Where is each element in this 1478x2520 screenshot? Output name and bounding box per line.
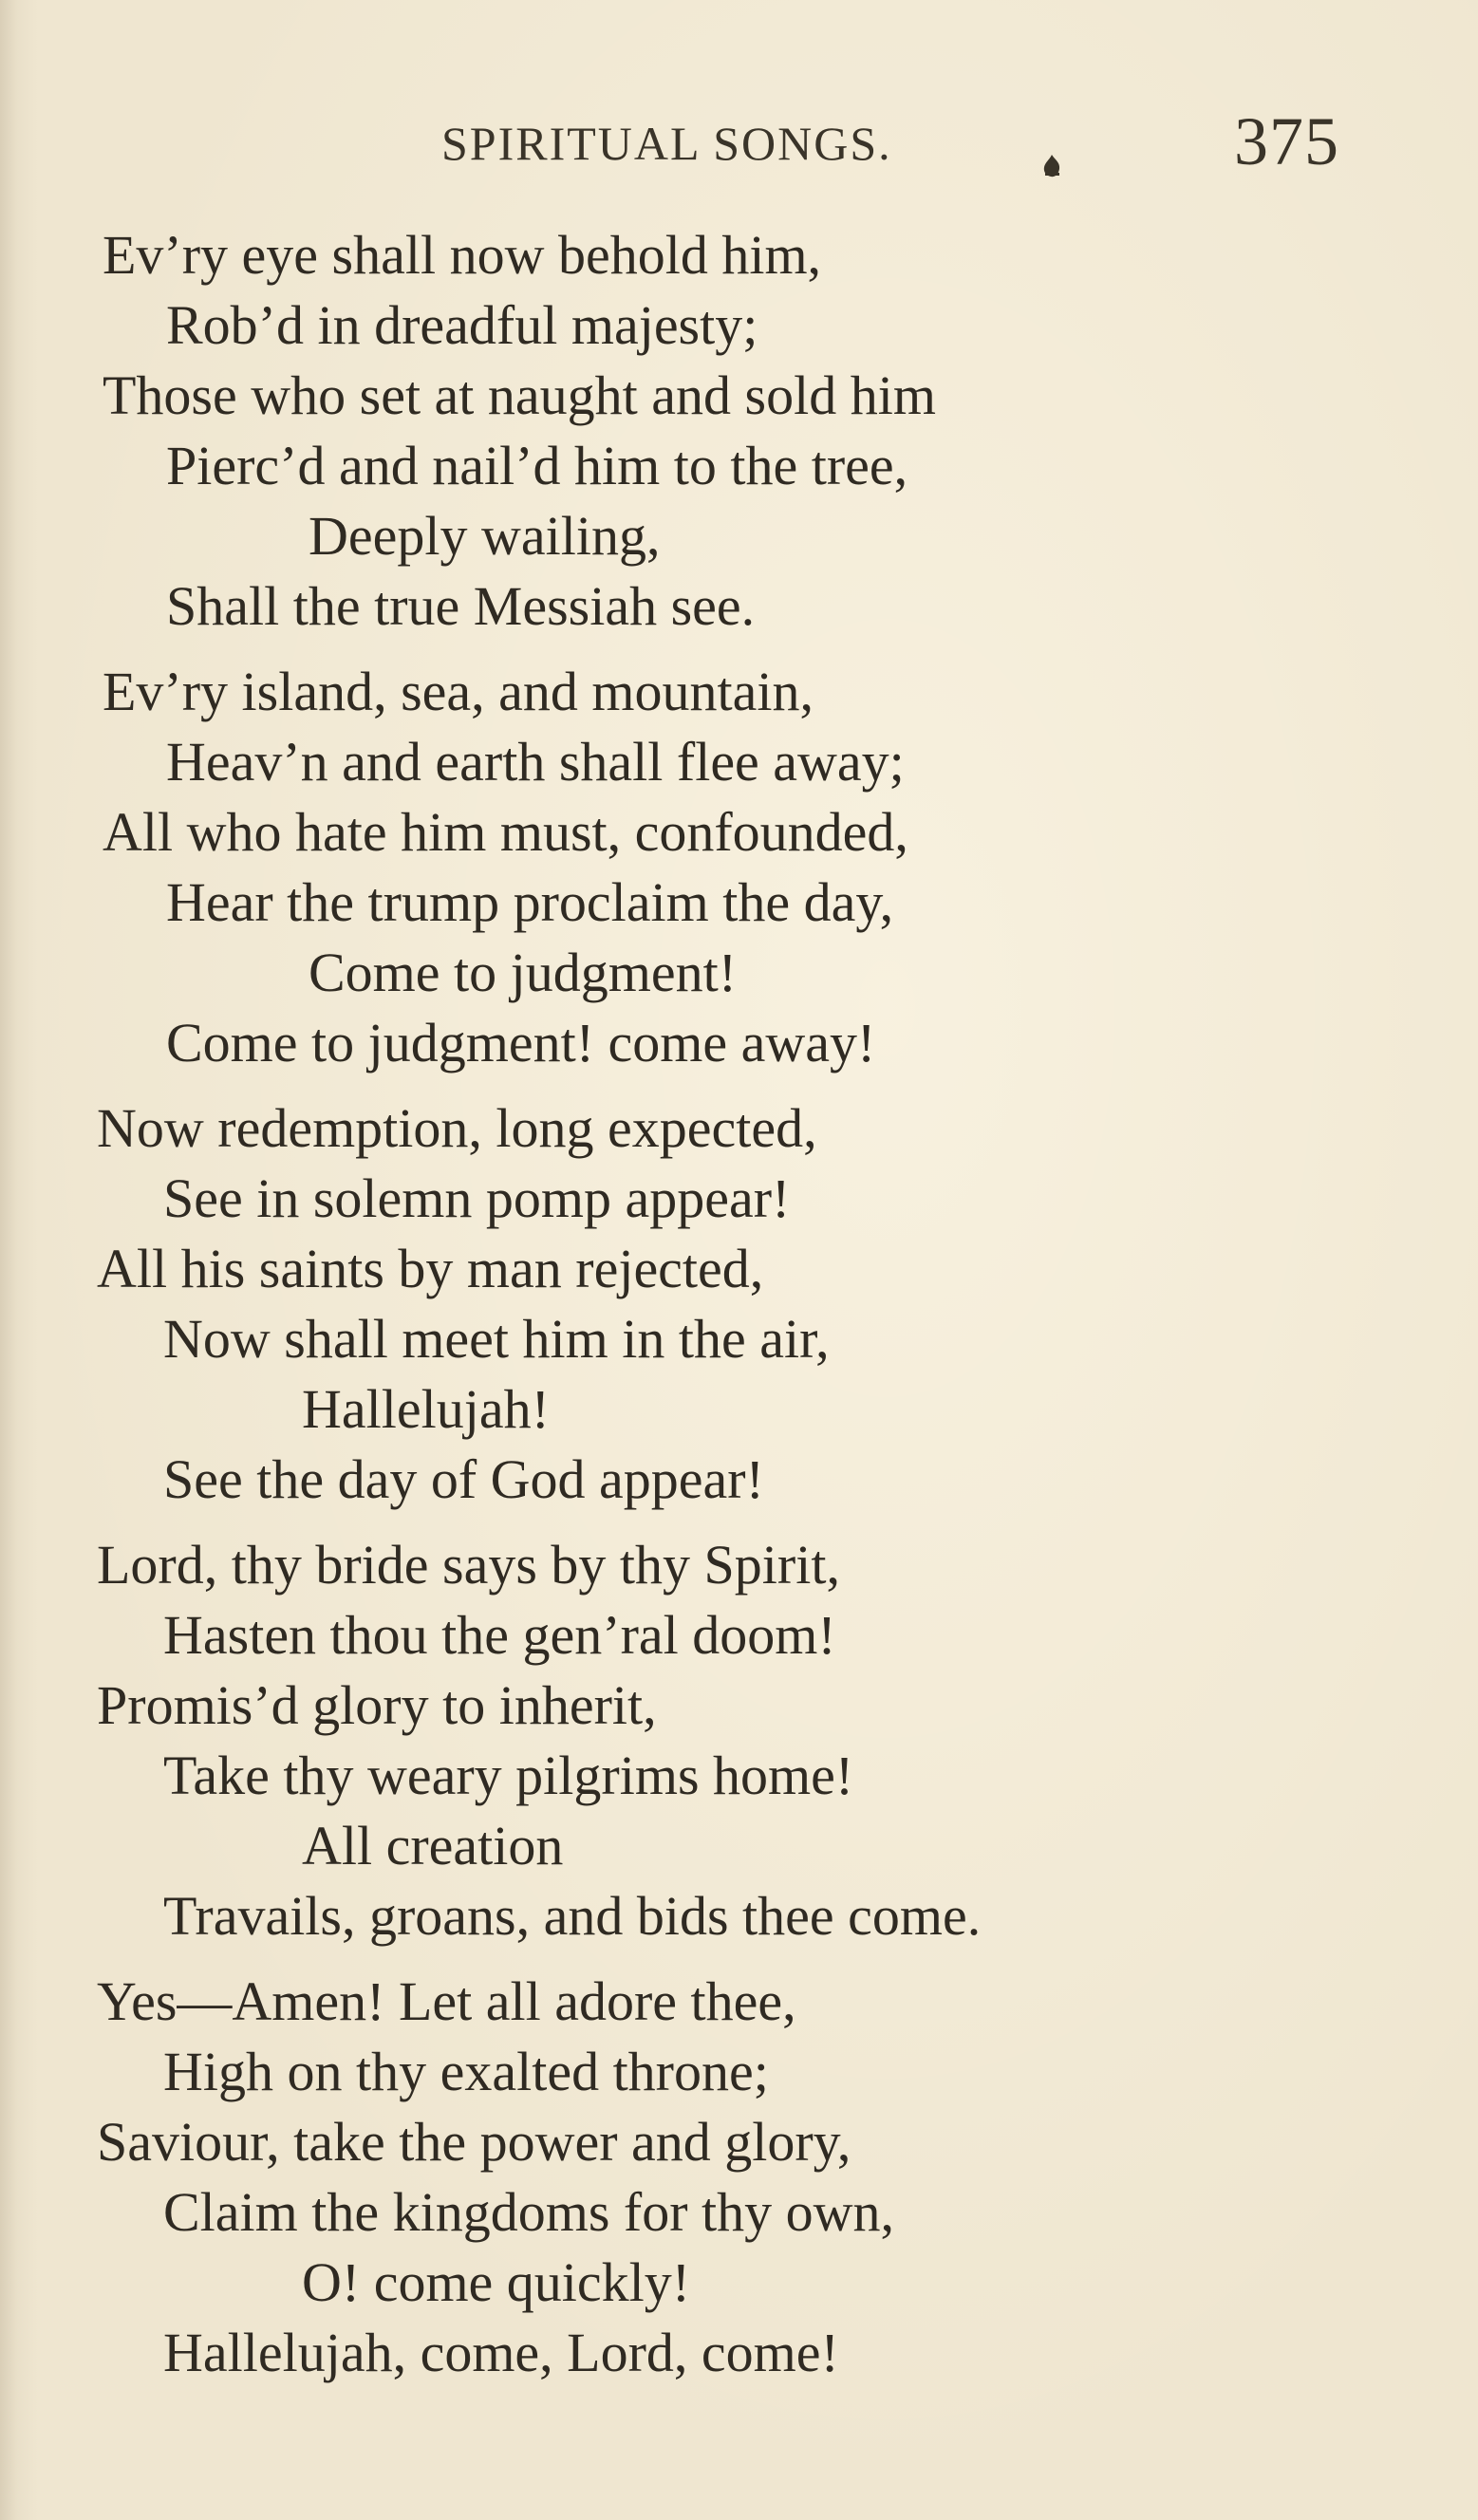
verse-line: Those who set at naught and sold him [103, 364, 936, 426]
verse-line: Ev’ry eye shall now behold him, [103, 224, 822, 286]
verse-line: Ev’ry island, sea, and mountain, [103, 661, 814, 722]
running-title: SPIRITUAL SONGS. [441, 117, 892, 170]
page-number: 375 [1234, 103, 1339, 179]
verse-line: Hallelujah! [302, 1378, 550, 1440]
verse-line: Deeply wailing, [309, 505, 661, 567]
verse-line: All who hate him must, confounded, [103, 801, 908, 863]
verse-line: All creation [302, 1815, 564, 1876]
verse-line: Lord, thy bride says by thy Spirit, [97, 1534, 840, 1596]
verse-line: Shall the true Messiah see. [166, 575, 756, 637]
verse-line: Saviour, take the power and glory, [97, 2111, 851, 2173]
verse-line: All his saints by man rejected, [97, 1238, 764, 1299]
verse-line: See in solemn pomp appear! [163, 1167, 791, 1229]
verse-line: Rob’d in dreadful majesty; [166, 294, 758, 356]
verse-line: Claim the kingdoms for thy own, [163, 2181, 895, 2243]
verse-line: O! come quickly! [302, 2251, 691, 2313]
verse-line: Come to judgment! come away! [166, 1012, 876, 1073]
verse-line: Hasten thou the gen’ral doom! [163, 1604, 836, 1666]
verse-line: Now redemption, long expected, [97, 1097, 817, 1159]
stanza [0, 657, 1478, 1078]
verse-line: Heav’n and earth shall flee away; [166, 731, 905, 793]
page-header [0, 103, 1478, 182]
stanza [0, 1093, 1478, 1515]
verse-line: Travails, groans, and bids thee come. [163, 1885, 982, 1947]
verse-line: See the day of God appear! [163, 1448, 764, 1510]
stanza [0, 1967, 1478, 2388]
verse-line: Take thy weary pilgrims home! [163, 1745, 854, 1806]
ink-blot-icon [1041, 154, 1062, 178]
verse-line: Now shall meet him in the air, [163, 1308, 830, 1370]
verse-line: High on thy exalted throne; [163, 2041, 769, 2102]
stanza [0, 1530, 1478, 1951]
verse-line: Hallelujah, come, Lord, come! [163, 2322, 839, 2383]
stanza [0, 220, 1478, 642]
verse-line: Come to judgment! [309, 942, 738, 1003]
verse-line: Hear the trump proclaim the day, [166, 871, 894, 933]
hymn-text [0, 220, 1478, 2403]
verse-line: Yes—Amen! Let all adore thee, [97, 1970, 796, 2032]
verse-line: Promis’d glory to inherit, [97, 1674, 657, 1736]
verse-line: Pierc’d and nail’d him to the tree, [166, 435, 908, 496]
